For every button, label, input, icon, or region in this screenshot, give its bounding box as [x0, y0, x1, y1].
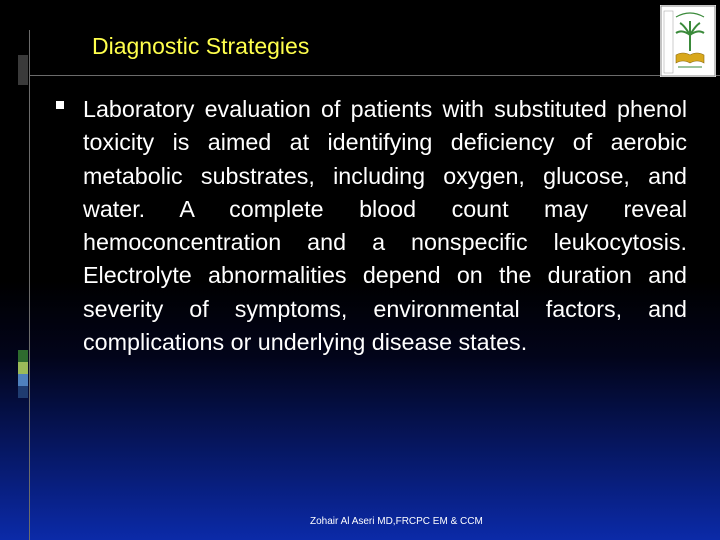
decorative-block: [18, 55, 28, 85]
footer-author: Zohair Al Aseri MD,FRCPC EM & CCM: [310, 516, 483, 527]
square-bullet-icon: [56, 101, 64, 109]
vertical-divider: [29, 30, 30, 540]
horizontal-divider: [29, 75, 720, 76]
university-logo: [660, 5, 716, 77]
accent-swatch: [18, 374, 28, 386]
accent-swatch: [18, 350, 28, 362]
king-saud-university-seal-icon: [660, 5, 716, 77]
accent-swatch: [18, 386, 28, 398]
accent-swatch: [18, 362, 28, 374]
slide-title: Diagnostic Strategies: [92, 33, 310, 59]
body-paragraph: Laboratory evaluation of patients with substituted phenol toxicity is aimed at identifying deficiency of aerobic metabolic substrates, including oxygen, glucose, and water. A complete blood count may reveal hemoconcentration and a nonspecific leukocytosis. Electrolyte abnormalities depend on the duration and severity of symptoms, environmental factors, and complications or underlying disease states.: [83, 96, 687, 356]
